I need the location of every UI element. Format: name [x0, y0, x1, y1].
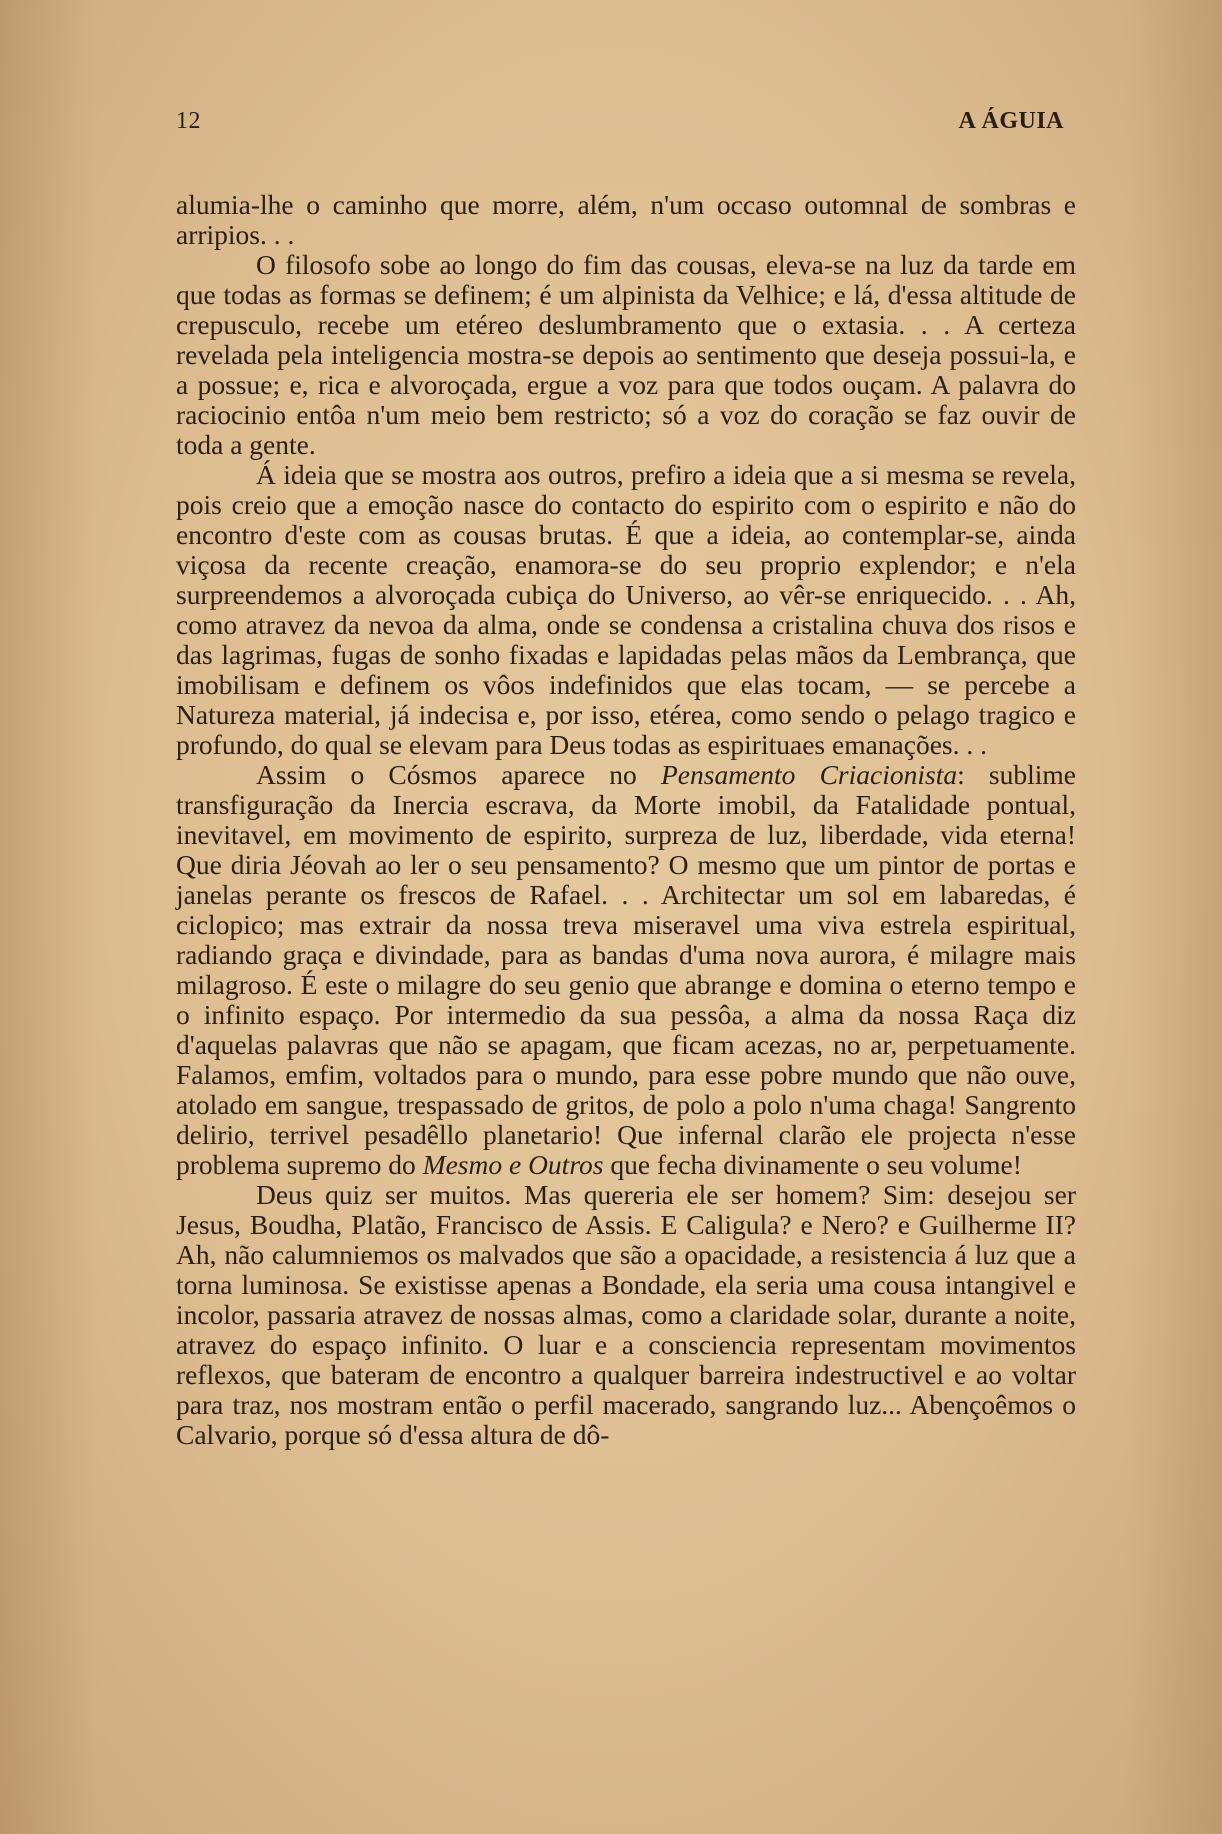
paragraph-text: que fecha divinamente o seu volume!	[603, 1149, 1022, 1180]
italic-title-text: Mesmo e Outros	[422, 1149, 604, 1180]
paragraph-text: Á ideia que se mostra aos outros, prefiro a ideia que a si mesma se revela, pois creio que a emoção nasce do contacto do espirito com o espirito e não do encontro d'este com as cousas brutas. É que a ideia, ao contemplar-se, ainda viçosa da recente creação, enamora-se do seu proprio explendor; e n'ela surpreendemos a alvoroçada cubiça do Universo, ao vêr-se enriquecido. . . Ah, como atravez da nevoa da alma, onde se condensa a cristalina chuva dos risos e das lagrimas, fugas de sonho fixadas e lapidadas pelas mãos da Lembrança, que imobilisam e definem os vôos indefinidos que elas tocam, — se percebe a Natureza material, já indecisa e, por isso, etérea, como sendo o pelago tragico e profundo, do qual se elevam para Deus todas as espirituaes emanações. . .	[176, 459, 1076, 760]
paragraph-text: alumia-lhe o caminho que morre, além, n'um occaso outomnal de sombras e arripios. . .	[176, 189, 1076, 250]
running-head: A ÁGUIA	[958, 108, 1064, 134]
paragraph	[176, 460, 1076, 760]
paragraph	[176, 250, 1076, 460]
paragraph-text: O filosofo sobe ao longo do fim das cousas, eleva-se na luz da tarde em que todas as formas se definem; é um alpinista da Velhice; e lá, d'essa altitude de crepusculo, recebe um etéreo deslumbramento que o extasia. . . A certeza revelada pela inteligencia mostra-se depois ao sentimento que deseja possui-la, e a possue; e, rica e alvoroçada, ergue a voz para que todos ouçam. A palavra do raciocinio entôa n'um meio bem restricto; só a voz do coração se faz ouvir de toda a gente.	[176, 249, 1076, 460]
italic-title-text: Pensamento Criacionista	[660, 759, 958, 790]
paragraph	[176, 1180, 1076, 1450]
paragraph	[176, 190, 1076, 250]
paragraph-text: Deus quiz ser muitos. Mas quereria ele ser homem? Sim: desejou ser Jesus, Boudha, Platão, Francisco de Assis. E Caligula? e Nero? e Guilherme II? Ah, não calumniemos os malvados que são a opacidade, a resistencia á luz que a torna luminosa. Se existisse apenas a Bondade, ela seria uma cousa intangivel e incolor, passaria atravez de nossas almas, como a claridade solar, durante a noite, atravez do espaço infinito. O luar e a consciencia representam movimentos reflexos, que bateram de encontro a qualquer barreira indestructivel e ao voltar para traz, nos mostram então o perfil macerado, sangrando luz... Abençoêmos o Calvario, porque só d'essa altura de dô-	[176, 1179, 1076, 1450]
page-header	[176, 108, 1064, 144]
body-text	[176, 190, 1076, 1450]
paragraph-text: : sublime transfiguração da Inercia escrava, da Morte imobil, da Fatalidade pontual, inevitavel, em movimento de espirito, surpreza de luz, liberdade, vida eterna! Que diria Jéovah ao ler o seu pensamento? O mesmo que um pintor de portas e janelas perante os frescos de Rafael. . . Architectar um sol em labaredas, é ciclopico; mas extrair da nossa treva miseravel uma viva estrela espiritual, radiando graça e divindade, para as bandas d'uma nova aurora, é milagre mais milagroso. É este o milagre do seu genio que abrange e domina o eterno tempo e o infinito espaço. Por intermedio da sua pessôa, a alma da nossa Raça diz d'aquelas palavras que não se apagam, que ficam acezas, no ar, perpetuamente. Falamos, emfim, voltados para o mundo, para esse pobre mundo que não ouve, atolado em sangue, trespassado de gritos, de polo a polo n'uma chaga! Sangrento delirio, terrivel pesadêllo planetario! Que infernal clarão ele projecta n'esse problema supremo do	[176, 759, 1076, 1180]
paragraph-text: Assim o Cósmos aparece no	[256, 759, 661, 790]
paragraph	[176, 760, 1076, 1180]
page-number: 12	[176, 108, 201, 134]
